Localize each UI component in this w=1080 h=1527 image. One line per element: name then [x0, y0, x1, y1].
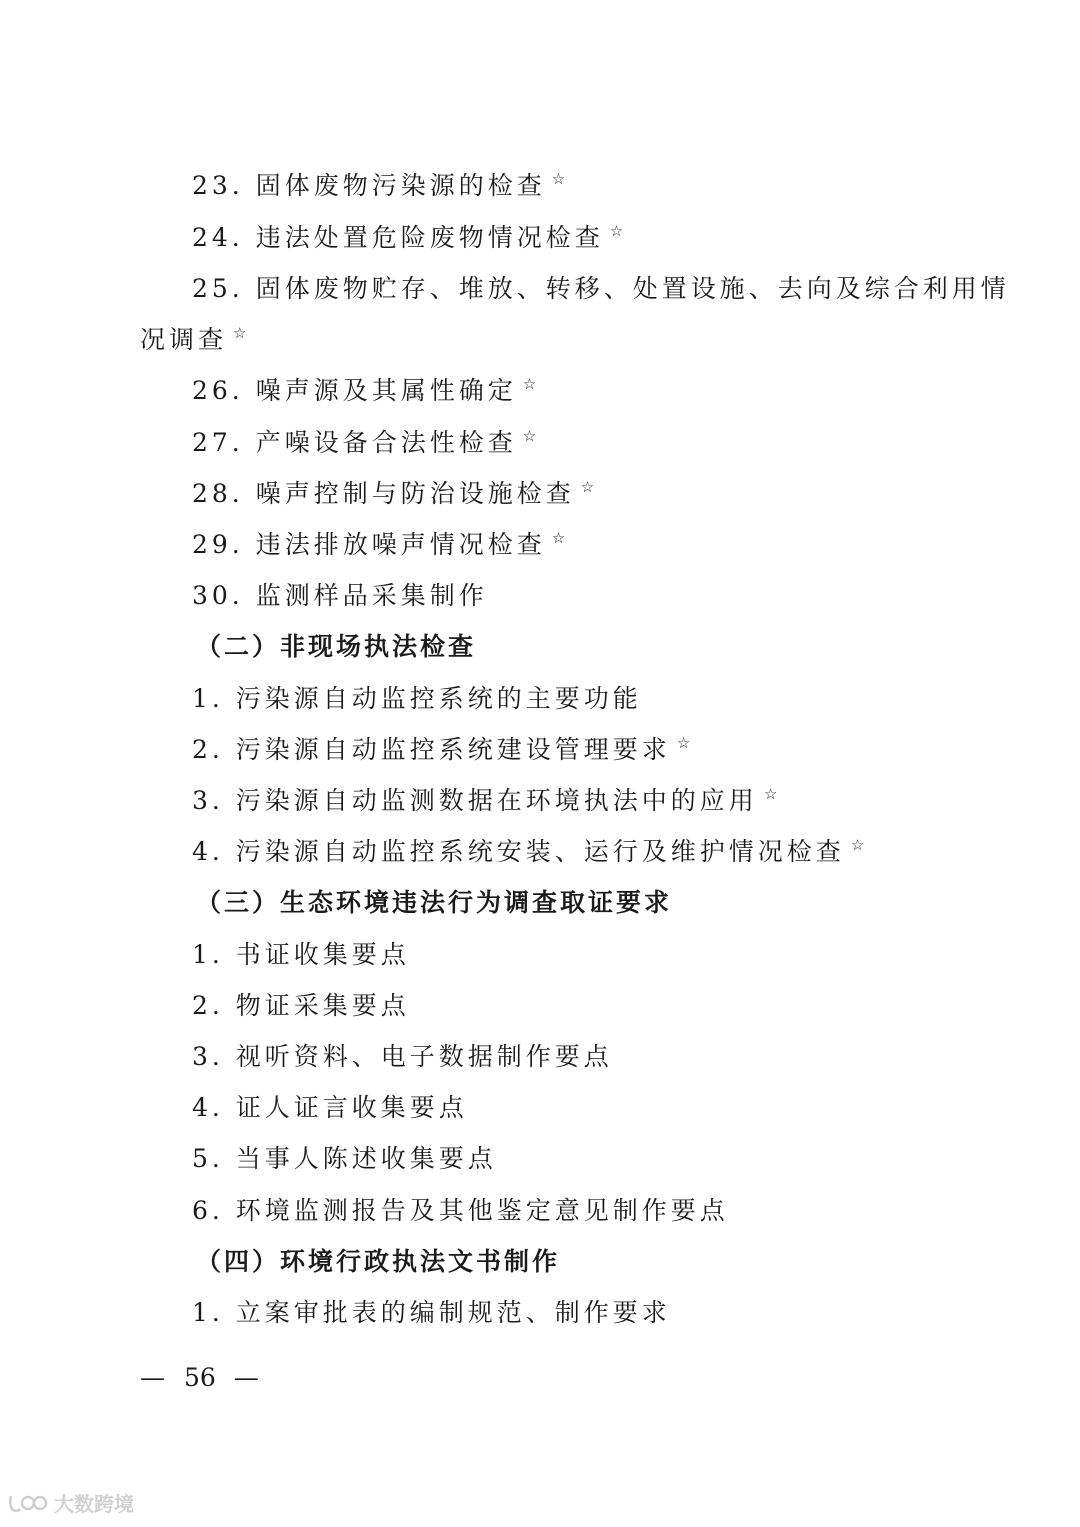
line-25-continued: 况调查 ☆	[140, 324, 247, 354]
line-3-4: 4. 证人证言收集要点	[192, 1093, 468, 1122]
star-icon: ☆	[580, 478, 595, 496]
line-4-1: 1. 立案审批表的编制规范、制作要求	[192, 1298, 671, 1327]
star-icon: ☆	[609, 222, 624, 240]
star-icon: ☆	[522, 375, 537, 393]
section-heading-3: （三）生态环境违法行为调查取证要求	[196, 888, 673, 917]
line-24: 24. 违法处置危险废物情况检查 ☆	[192, 222, 624, 252]
line-25: 25. 固体废物贮存、堆放、转移、处置设施、去向及综合利用情	[192, 274, 1010, 303]
watermark	[8, 1488, 134, 1517]
line-3-5: 5. 当事人陈述收集要点	[192, 1144, 497, 1173]
page-footer	[140, 1360, 260, 1396]
line-28: 28. 噪声控制与防治设施检查 ☆	[192, 478, 595, 508]
star-icon: ☆	[522, 427, 537, 445]
line-3-6: 6. 环境监测报告及其他鉴定意见制作要点	[192, 1196, 729, 1225]
line-29: 29. 违法排放噪声情况检查 ☆	[192, 529, 566, 559]
line-27: 27. 产噪设备合法性检查 ☆	[192, 427, 537, 457]
line-3-2: 2. 物证采集要点	[192, 991, 410, 1020]
star-icon: ☆	[551, 529, 566, 547]
star-icon: ☆	[763, 785, 778, 803]
line-2-4: 4. 污染源自动监控系统安装、运行及维护情况检查 ☆	[192, 836, 865, 866]
footer-dash-right: —	[233, 1363, 259, 1392]
line-23: 23. 固体废物污染源的检查 ☆	[192, 170, 566, 200]
line-2-1: 1. 污染源自动监控系统的主要功能	[192, 684, 642, 713]
line-3-3: 3. 视听资料、电子数据制作要点	[192, 1042, 613, 1071]
line-2-3: 3. 污染源自动监测数据在环境执法中的应用 ☆	[192, 785, 778, 815]
line-30: 30. 监测样品采集制作	[192, 581, 488, 610]
page-number: 56	[184, 1363, 216, 1392]
star-icon: ☆	[850, 836, 865, 854]
star-icon: ☆	[551, 170, 566, 188]
footer-dash-left: —	[140, 1363, 165, 1392]
watermark-text: 大数跨境	[54, 1492, 134, 1516]
line-3-1: 1. 书证收集要点	[192, 940, 410, 969]
section-heading-2: （二）非现场执法检查	[196, 632, 477, 661]
section-heading-4: （四）环境行政执法文书制作	[196, 1247, 561, 1276]
star-icon: ☆	[233, 324, 247, 342]
line-2-2: 2. 污染源自动监控系统建设管理要求 ☆	[192, 734, 691, 764]
line-26: 26. 噪声源及其属性确定 ☆	[192, 375, 537, 405]
watermark-logo-icon	[8, 1492, 48, 1514]
star-icon: ☆	[676, 734, 691, 752]
